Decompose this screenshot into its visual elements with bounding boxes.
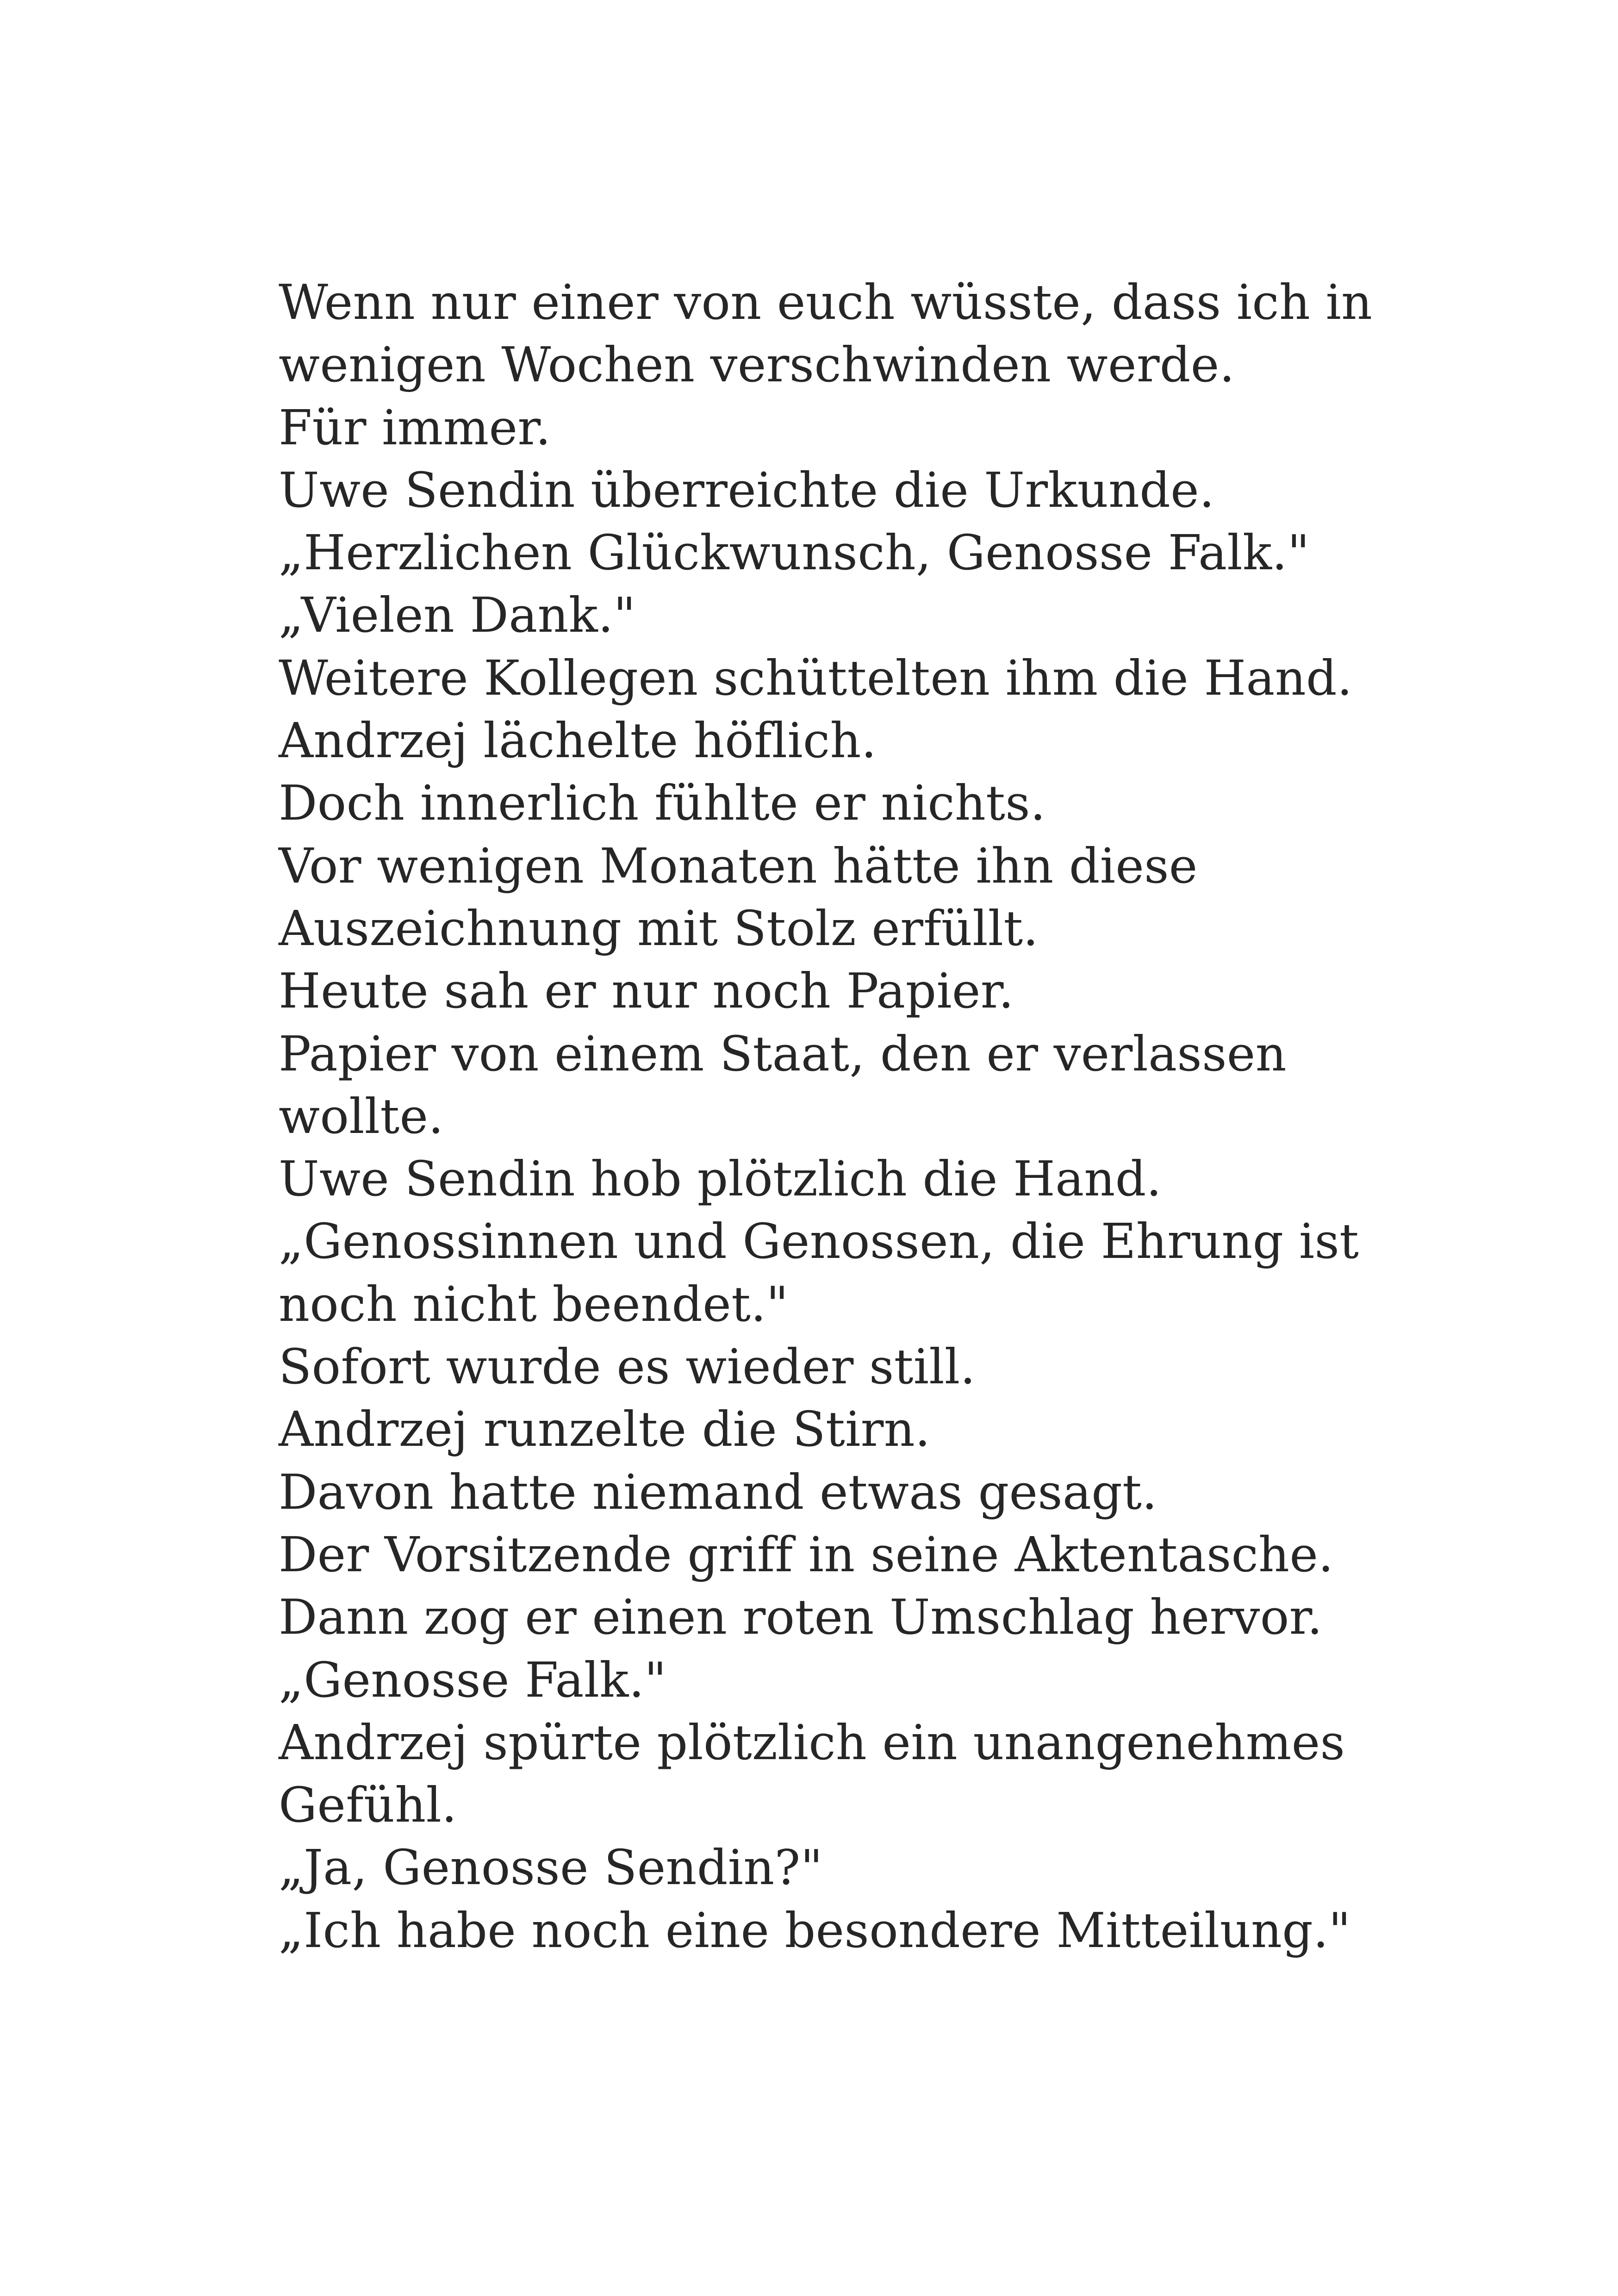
text-line: Der Vorsitzende griff in seine Aktentasche. (279, 1526, 1334, 1583)
text-line: Vor wenigen Monaten hätte ihn diese (279, 837, 1198, 894)
text-line: Andrzej lächelte höflich. (279, 712, 877, 769)
text-line: Uwe Sendin hob plötzlich die Hand. (279, 1151, 1162, 1207)
text-line: „Ja, Genosse Sendin?" (279, 1839, 823, 1896)
text-line: Papier von einem Staat, den er verlassen (279, 1025, 1287, 1082)
text-line: Gefühl. (279, 1777, 457, 1834)
text-line: Uwe Sendin überreichte die Urkunde. (279, 461, 1215, 518)
text-line: Doch innerlich fühlte er nichts. (279, 775, 1046, 832)
text-line: Wenn nur einer von euch wüsste, dass ich in (279, 274, 1373, 330)
text-line: „Vielen Dank." (279, 587, 636, 644)
text-line: noch nicht beendet." (279, 1276, 789, 1332)
text-line: „Herzlichen Glückwunsch, Genosse Falk." (279, 524, 1310, 581)
text-line: Für immer. (279, 399, 551, 456)
text-line: „Ich habe noch eine besondere Mitteilung." (279, 1902, 1351, 1959)
text-line: Andrzej runzelte die Stirn. (279, 1401, 931, 1458)
text-line: Dann zog er einen roten Umschlag hervor. (279, 1589, 1323, 1646)
text-line: Heute sah er nur noch Papier. (279, 963, 1014, 1020)
text-line: Davon hatte niemand etwas gesagt. (279, 1463, 1157, 1520)
text-line: Sofort wurde es wieder still. (279, 1338, 976, 1395)
text-line: wenigen Wochen verschwinden werde. (279, 336, 1235, 393)
text-line: Weitere Kollegen schüttelten ihm die Hand. (279, 649, 1353, 706)
text-line: Auszeichnung mit Stolz erfüllt. (279, 900, 1039, 957)
text-line: wollte. (279, 1088, 444, 1145)
body-text (279, 271, 1389, 1962)
text-line: Andrzej spürte plötzlich ein unangenehmes (279, 1714, 1345, 1771)
text-line: „Genosse Falk." (279, 1651, 667, 1708)
text-line: „Genossinnen und Genossen, die Ehrung ist (279, 1213, 1359, 1270)
